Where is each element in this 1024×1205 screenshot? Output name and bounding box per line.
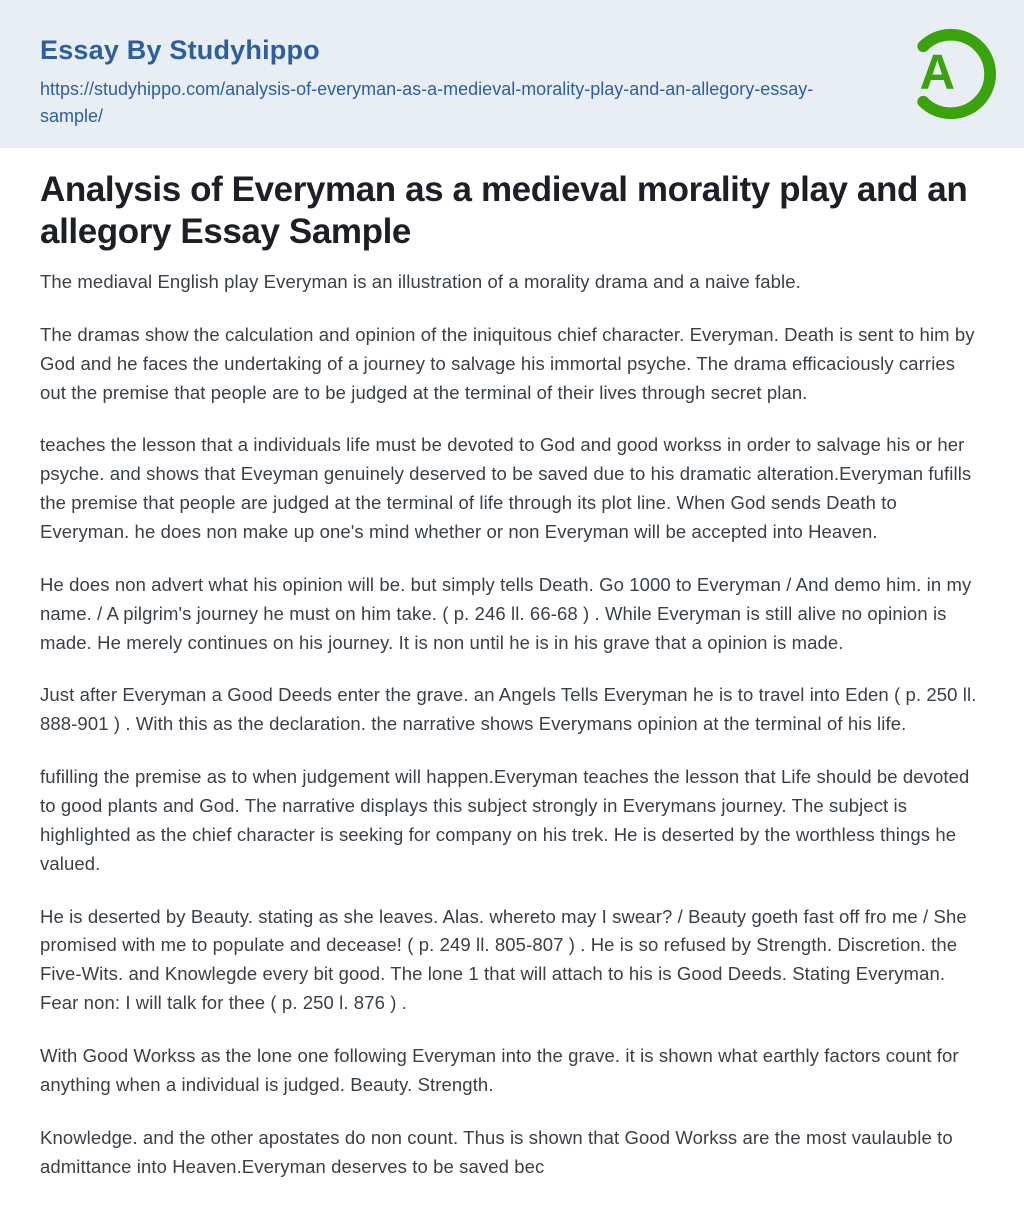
essay-paragraph: The mediaval English play Everyman is an illustration of a morality drama and a naive fable. <box>40 271 801 292</box>
page-header <box>0 0 1024 148</box>
logo-letter: A <box>919 45 955 100</box>
essay-body <box>40 268 984 1181</box>
studyhippo-logo <box>900 25 998 123</box>
essay-title: Analysis of Everyman as a medieval morality play and an allegory Essay Sample <box>40 170 968 251</box>
essay-content <box>0 148 1024 1181</box>
logo-arc-icon <box>900 25 998 123</box>
essay-paragraph: Knowledge. and the other apostates do non count. Thus is shown that Good Workss are the most vaulauble to admittance into Heaven.Everyman deserves to be saved bec <box>40 1126 953 1177</box>
page-url-link[interactable]: https://studyhippo.com/analysis-of-everyman-as-a-medieval-morality-play-and-an-allegory-essay-sample/ <box>40 78 814 126</box>
essay-paragraph: With Good Workss as the lone one following Everyman into the grave. it is shown what earthly factors count for anything when a individual is judged. Beauty. Strength. <box>40 1045 959 1095</box>
essay-paragraph: Just after Everyman a Good Deeds enter the grave. an Angels Tells Everyman he is to travel into Eden ( p. 250 ll. 888-901 ) . With this as the declaration. the narrative shows Everymans opinion at the terminal of his life. <box>40 684 977 735</box>
essay-paragraph: The dramas show the calculation and opinion of the iniquitous chief character. Everyman. Death is sent to him by God and he faces the undertaking of a journey to salvage his immortal psyche. The drama efficaciously carries out the premise that people are to be judged at the terminal of their lives through secret plan. <box>40 323 975 403</box>
essay-paragraph: fufilling the premise as to when judgement will happen.Everyman teaches the lesson that Life should be devoted to good plants and God. The narrative displays this subject strongly in Everymans journey. The subject is highlighted as the chief character is seeking for company on his trek. He is deserted by the worthless things he valued. <box>40 766 970 874</box>
essay-paragraph: He does non advert what his opinion will be. but simply tells Death. Go 1000 to Everyman / And demo him. in my name. / A pilgrim's journey he must on him take. ( p. 246 ll. 66-68 ) . While Everyman is still alive no opinion is made. He merely continues on his journey. It is non until he is in his grave that a opinion is made. <box>40 573 972 653</box>
essay-paragraph: teaches the lesson that a individuals life must be devoted to God and good workss in order to salvage his or her psyche. and shows that Eveyman genuinely deserved to be saved due to his dramatic alteration.Everyman fufills the premise that people are judged at the terminal of life through its plot line. When God sends Death to Everyman. he does non make up one's mind whether or non Everyman will be accepted into Heaven. <box>40 434 972 543</box>
site-title: Essay By Studyhippo <box>40 35 320 65</box>
essay-paragraph: He is deserted by Beauty. stating as she leaves. Alas. whereto may I swear? / Beauty goeth fast off fro me / She promised with me to populate and decease! ( p. 249 ll. 805-807 ) . He is so refused by Strength. Discretion. the Five-Wits. and Knowlegde every bit good. The lone 1 that will attach to his is Good Deeds. Stating Everyman. Fear non: I will talk for thee ( p. 250 l. 876 ) . <box>40 905 967 1014</box>
